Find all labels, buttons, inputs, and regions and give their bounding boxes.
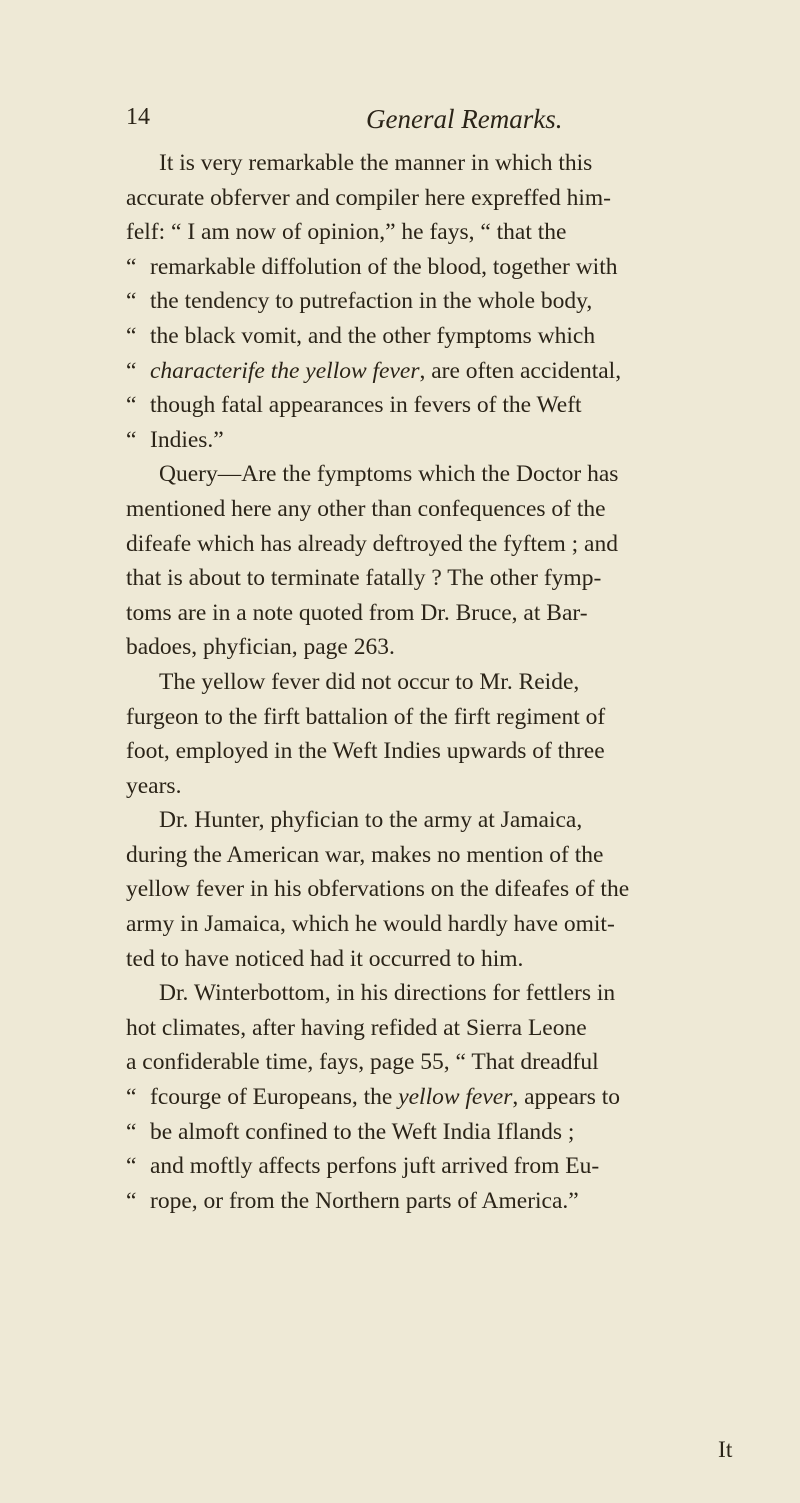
quote-text: fcourge of Europeans, the bbox=[150, 1084, 399, 1111]
text-line: difeafe which has already deftroyed the fyftem ; and bbox=[126, 530, 618, 557]
text-line: felf: “ I am now of opinion,” he fays, “ that the bbox=[126, 219, 567, 246]
quote-mark: “ bbox=[126, 1153, 137, 1180]
text-line: that is about to terminate fatally ? The other fymp- bbox=[126, 565, 602, 592]
quote-text: remarkable diffolution of the blood, together with bbox=[150, 253, 618, 280]
paragraph-3 bbox=[126, 665, 766, 803]
quote-mark: “ bbox=[126, 253, 137, 280]
text-line: yellow fever in his obfervations on the difeafes of the bbox=[126, 876, 630, 903]
text-line: ted to have noticed had it occurred to him. bbox=[126, 945, 524, 972]
text-line: hot climates, after having refided at Sierra Leone bbox=[126, 1014, 587, 1041]
paragraph-1 bbox=[126, 146, 766, 457]
text-line: Dr. Hunter, phyfician to the army at Jamaica, bbox=[159, 807, 583, 834]
paragraph-5 bbox=[126, 976, 766, 1218]
italic-text: characterife the yellow fever bbox=[150, 357, 420, 384]
paragraph-2 bbox=[126, 457, 766, 665]
text-line: accurate obferver and compiler here expreffed him- bbox=[126, 184, 611, 211]
quote-text: the black vomit, and the other fymptoms which bbox=[150, 322, 596, 349]
text-line: badoes, phyfician, page 263. bbox=[126, 634, 395, 661]
text-line: toms are in a note quoted from Dr. Bruce, at Bar- bbox=[126, 599, 588, 626]
text-line: The yellow fever did not occur to Mr. Reide, bbox=[159, 668, 580, 695]
quote-line bbox=[126, 1149, 766, 1184]
quote-mark: “ bbox=[126, 426, 137, 453]
running-title: General Remarks. bbox=[366, 104, 563, 134]
body-text bbox=[126, 146, 766, 1218]
text-line: a confiderable time, fays, page 55, “ That dreadful bbox=[126, 1049, 599, 1076]
quote-mark: “ bbox=[126, 357, 137, 384]
quote-mark: “ bbox=[126, 1187, 137, 1214]
text-line: furgeon to the firft battalion of the firft regiment of bbox=[126, 703, 606, 730]
quote-text: be almoft confined to the Weft India Iflands ; bbox=[150, 1118, 575, 1145]
text-line: foot, employed in the Weft Indies upwards of three bbox=[126, 738, 605, 765]
quote-text: rope, or from the Northern parts of America.” bbox=[150, 1187, 579, 1214]
quote-mark: “ bbox=[126, 1118, 137, 1145]
text-line: years. bbox=[126, 772, 182, 799]
quote-mark: “ bbox=[126, 1084, 137, 1111]
text-line: It is very remarkable the manner in which this bbox=[159, 150, 593, 176]
text-line: army in Jamaica, which he would hardly have omit- bbox=[126, 911, 615, 938]
paragraph-4 bbox=[126, 803, 766, 976]
catchword: It bbox=[718, 1437, 733, 1463]
quote-text: , appears to bbox=[512, 1084, 621, 1111]
quote-line bbox=[126, 250, 766, 285]
quote-line bbox=[126, 284, 766, 319]
text-line: Query—Are the fymptoms which the Doctor has bbox=[159, 461, 619, 488]
quote-text: Indies.” bbox=[150, 426, 224, 453]
quote-text: the tendency to putrefaction in the whole body, bbox=[150, 288, 593, 315]
page-number: 14 bbox=[126, 104, 150, 130]
quote-text: , are often accidental, bbox=[419, 357, 622, 384]
quote-line bbox=[126, 354, 766, 389]
quote-line bbox=[126, 1115, 766, 1150]
quote-text: though fatal appearances in fevers of the Weft bbox=[150, 392, 582, 419]
text-line: during the American war, makes no mention of the bbox=[126, 841, 604, 868]
quote-line bbox=[126, 423, 766, 458]
quote-line bbox=[126, 1080, 766, 1115]
quote-mark: “ bbox=[126, 392, 137, 419]
quote-line bbox=[126, 319, 766, 354]
quote-line bbox=[126, 1184, 766, 1219]
quote-line bbox=[126, 388, 766, 423]
running-head bbox=[126, 104, 746, 140]
quote-mark: “ bbox=[126, 288, 137, 315]
quote-mark: “ bbox=[126, 322, 137, 349]
quote-text: and moftly affects perfons juft arrived from Eu- bbox=[150, 1153, 600, 1180]
italic-text: yellow fever bbox=[398, 1084, 513, 1111]
text-line: Dr. Winterbottom, in his directions for fettlers in bbox=[159, 980, 616, 1007]
text-line: mentioned here any other than confequences of the bbox=[126, 495, 606, 522]
